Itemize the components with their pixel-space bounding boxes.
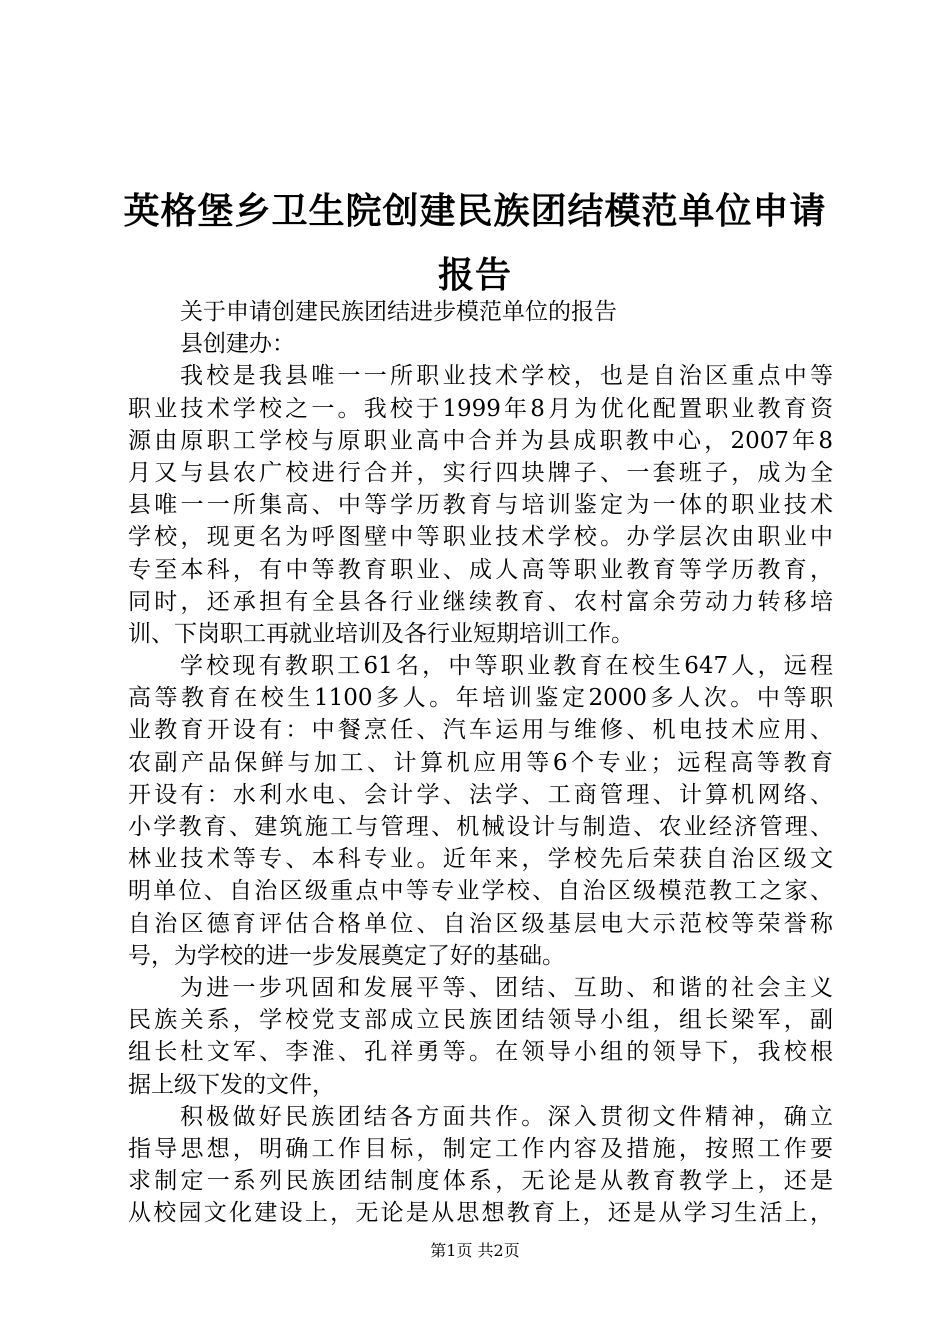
paragraph-line: 积极做好民族团结各方面共作。深入贯彻文件精神，确立 [180,1103,833,1130]
paragraph-line: 专至本科，有中等教育职业、成人高等职业教育等学历教育， [128,556,833,583]
paragraph-line: 指导思想，明确工作目标，制定工作内容及措施，按照工作要 [128,1135,833,1162]
addressee-line: 县创建办： [180,331,295,358]
paragraph-line: 林业技术等专、本科专业。近年来，学校先后荣获自治区级文 [128,846,833,873]
paragraph-line: 自治区德育评估合格单位、自治区级基层电大示范校等荣誉称 [128,910,833,937]
paragraph-line: 业教育开设有：中餐烹任、汽车运用与维修、机电技术应用、 [128,717,833,744]
paragraph-line: 农副产品保鲜与加工、计算机应用等6个专业；远程高等教育 [128,749,833,776]
paragraph-line: 县唯一一所集高、中等学历教育与培训鉴定为一体的职业技术 [128,492,833,519]
paragraph-line: 民族关系，学校党支部成立民族团结领导小组，组长梁军，副 [128,1007,833,1034]
paragraph-line: 为进一步巩固和发展平等、团结、互助、和谐的社会主义 [180,974,833,1001]
paragraph-line: 训、下岗职工再就业培训及各行业短期培训工作。 [128,620,634,647]
paragraph-line: 从校园文化建设上，无论是从思想教育上，还是从学习生活上， [128,1200,833,1227]
document-title: 英格堡乡卫生院创建民族团结模范单位申请报告 [123,191,827,296]
paragraph-line: 小学教育、建筑施工与管理、机械设计与制造、农业经济管理、 [128,814,833,840]
report-heading-line: 关于申请创建民族团结进步模范单位的报告 [180,299,617,325]
paragraph-line: 月又与县农广校进行合并，实行四块牌子、一套班子，成为全 [128,459,833,486]
page-footer: 第1页 共2页 [430,1241,520,1260]
paragraph-line: 明单位、自治区级重点中等专业学校、自治区级模范教工之家、 [128,878,833,905]
paragraph-line: 同时，还承担有全县各行业继续教育、农村富余劳动力转移培 [128,588,833,615]
paragraph-line: 学校，现更名为呼图壁中等职业技术学校。办学层次由职业中 [128,524,833,551]
paragraph-line: 我校是我县唯一一所职业技术学校，也是自治区重点中等 [180,363,833,390]
paragraph-line: 据上级下发的文件， [128,1071,335,1098]
document-body [128,296,833,1229]
paragraph-line: 开设有：水利水电、会计学、法学、工商管理、计算机网络、 [128,781,833,808]
paragraph-line: 源由原职工学校与原职业高中合并为县成职教中心，2007年8 [128,427,833,454]
paragraph-line: 学校现有教职工61名，中等职业教育在校生647人，远程 [180,653,833,680]
paragraph-line: 号，为学校的进一步发展奠定了好的基础。 [128,942,565,969]
paragraph-line: 高等教育在校生1100多人。年培训鉴定2000多人次。中等职 [128,685,833,712]
paragraph-line: 组长杜文军、李淮、孔祥勇等。在领导小组的领导下，我校根 [128,1039,833,1066]
paragraph-line: 职业技术学校之一。我校于1999年8月为优化配置职业教育资 [128,395,833,422]
paragraph-line: 求制定一系列民族团结制度体系，无论是从教育教学上，还是 [128,1168,833,1195]
